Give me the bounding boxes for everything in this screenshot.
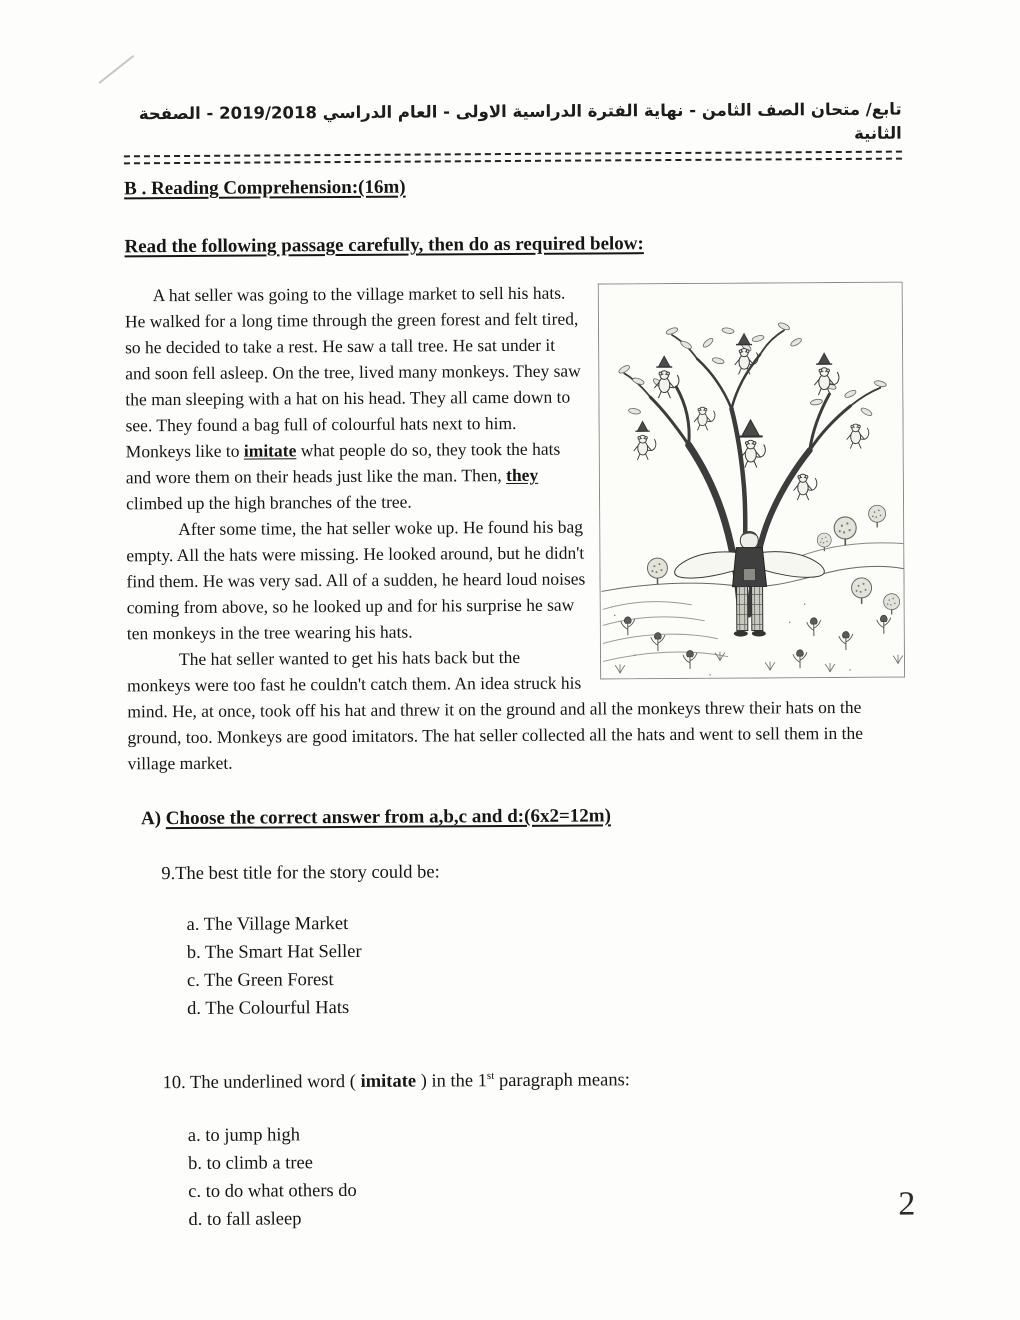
q10-option-c-letter: c.	[188, 1181, 202, 1202]
q9-option-b	[187, 935, 907, 967]
double-dashed-separator	[124, 151, 902, 165]
exam-content	[124, 98, 909, 1235]
question-9-stem: 9.The best title for the story could be:	[161, 862, 440, 885]
story-illustration	[598, 282, 905, 680]
exam-header-arabic: تابع/ متحان الصف الثامن - نهاية الفترة الدراسية الاولى - العام الدراسي 2019/2018 - الصفحة الثانية	[138, 99, 902, 143]
q9-option-a-letter: a.	[186, 914, 200, 935]
q10-text-a: 10. The underlined word (	[162, 1071, 361, 1094]
q9-option-d-text: The Colourful Hats	[205, 997, 350, 1019]
question-10-options	[188, 1118, 909, 1234]
section-b-title-text: B . Reading Comprehension:(16m)	[124, 176, 406, 200]
q10-option-b-letter: b.	[188, 1153, 203, 1174]
q10-option-a-text: to jump high	[205, 1125, 300, 1146]
q10-ordinal-superscript: st	[486, 1069, 495, 1082]
question-10-stem	[163, 1069, 908, 1095]
underlined-word-imitate: imitate	[243, 440, 297, 461]
q10-option-c-text: to do what others do	[205, 1180, 357, 1202]
underlined-word-they: they	[506, 464, 539, 486]
q9-option-c	[187, 963, 907, 995]
passage-paragraph-3: The hat seller wanted to get his hats back but the monkeys were too fast he couldn't catch them. An idea struck his mind. He, at once, took off his hat and threw it on the ground and all the monkeys threw their hats on the ground, too. Monkeys are good imitators. The hat seller collected all the hats and went to sell them in the village market.	[127, 646, 863, 774]
p1-text-b: what people do so, they took the hats and wore them on their heads just like the man. Then,	[125, 438, 561, 488]
reading-instruction	[124, 232, 902, 259]
passage-paragraph-2: After some time, the hat seller woke up. He found his bag empty. All the hats were missing. He looked around, but he didn't find them. He was very sad. All of a sudden, he heard loud noises coming from above, so he looked up and for his surprise he saw ten monkeys in the tree wearing his hats.	[126, 516, 586, 644]
q9-option-d	[187, 991, 907, 1023]
q9-option-c-text: The Green Forest	[204, 970, 334, 991]
q9-option-b-letter: b.	[186, 942, 201, 963]
q9-option-d-letter: d.	[187, 998, 202, 1019]
q10-option-d-letter: d.	[188, 1209, 203, 1230]
q10-option-b-text: to climb a tree	[206, 1153, 313, 1174]
q10-text-c: paragraph means:	[494, 1070, 630, 1092]
q10-option-d-text: to fall asleep	[206, 1209, 302, 1230]
q10-text-b: ) in the 1	[415, 1071, 488, 1092]
question-9-options	[187, 907, 908, 1023]
section-a-label: A)	[140, 808, 166, 830]
reading-passage	[125, 278, 906, 777]
q9-option-a-text: The Village Market	[203, 913, 349, 935]
q10-option-a	[188, 1118, 908, 1150]
section-b-title	[124, 174, 902, 201]
q10-option-c	[188, 1174, 908, 1206]
q10-option-a-letter: a.	[187, 1125, 201, 1146]
p1-text-c: climbed up the high branches of the tree.	[125, 491, 412, 514]
q9-option-a	[187, 907, 907, 939]
section-a-title-text: Choose the correct answer from a,b,c and d:(6x2=12m)	[165, 805, 611, 830]
q9-option-c-letter: c.	[186, 970, 200, 991]
section-a-heading	[141, 804, 906, 831]
q10-bold-imitate: imitate	[360, 1071, 417, 1092]
p1-text-a: A hat seller was going to the village market to sell his hats. He walked for a long time through the green forest and felt tired, so he decided to take a rest. He saw a tall tree. He sat under it and soon fell asleep. On the tree, lived many monkeys. They saw the man sleeping with a hat on his head. They all came down to see. They found a bag full of colourful hats next to him. Monkeys like to	[124, 282, 581, 462]
q10-option-b	[188, 1146, 908, 1178]
page-number: 2	[898, 1185, 916, 1223]
q10-option-d	[188, 1202, 908, 1234]
scan-edge-artifact	[99, 55, 135, 84]
reading-instruction-text: Read the following passage carefully, then do as required below:	[124, 233, 644, 258]
q9-option-b-text: The Smart Hat Seller	[204, 941, 362, 963]
